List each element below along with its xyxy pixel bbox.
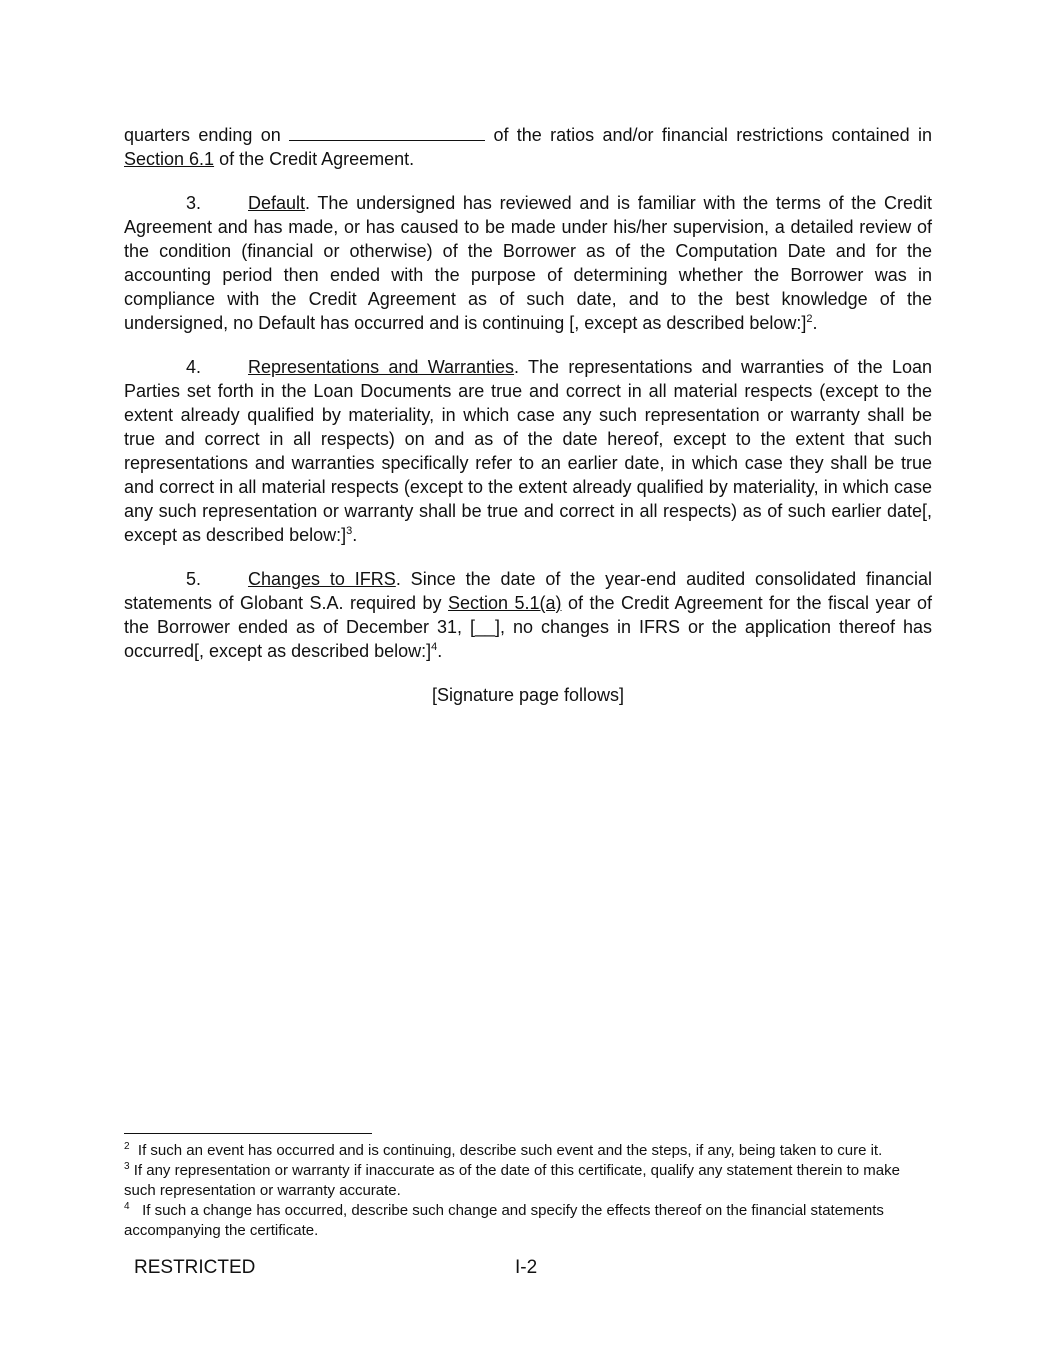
footnotes (124, 1141, 934, 1241)
paragraph-heading: Changes to IFRS (248, 569, 396, 589)
continuation-text-1: quarters ending on (124, 125, 290, 145)
paragraph-number: 4. (186, 357, 202, 377)
section-6-1-reference: Section 6.1 (124, 149, 215, 169)
paragraph-heading: Default (248, 193, 306, 213)
paragraph-number: 3. (186, 193, 202, 213)
section-5-1a-reference: Section 5.1(a) (448, 593, 562, 613)
footnote-text: If any representation or warranty if inaccurate as of the date of this certificate, qualify any statement therein to make such representation or warranty accurate. (124, 1162, 900, 1199)
paragraph-text-2: of the Credit Agreement for the fiscal year of the Borrower ended as of December 31, [__], no changes in IFRS or the application thereof has occurred[, except as described below:] (124, 593, 933, 661)
continuation-text-2: of the ratios and/or financial restrictions contained in (485, 125, 932, 145)
paragraph-5-ifrs (124, 567, 932, 663)
paragraph-end: . (812, 313, 818, 333)
paragraph-4-representations (124, 355, 932, 547)
footnote-3 (124, 1161, 934, 1201)
footnote-number: 4 (124, 1201, 130, 1212)
continuation-paragraph (124, 123, 932, 171)
footnote-4 (124, 1201, 934, 1241)
date-blank-line (289, 126, 485, 141)
footnote-separator (124, 1133, 372, 1134)
footnote-number: 3 (124, 1161, 130, 1172)
body-text (124, 123, 932, 727)
footnote-ref: 3 (346, 525, 353, 537)
paragraph-3-default (124, 191, 932, 335)
paragraph-number: 5. (186, 569, 202, 589)
footnote-number: 2 (124, 1141, 130, 1152)
paragraph-text: . The representations and warranties of the Loan Parties set forth in the Loan Documents are true and correct in all material respects (except to the extent already qualified by materiality, in which case any such representation or warranty shall be true and correct in all respects) on and as of the date hereof, except to the extent that such representations and warranties specifically refer to an earlier date, in which case they shall be true and correct in all material respects (except to the extent already qualified by materiality, in which case any such representation or warranty shall be true and correct in all respects) as of such earlier date[, except as described below:] (124, 357, 932, 545)
paragraph-text-1: . Since the date of the year-end audited consolidated financial statements of Globant S.A. required by (124, 569, 932, 613)
footer-classification: RESTRICTED (134, 1257, 256, 1278)
paragraph-heading: Representations and Warranties (248, 357, 515, 377)
footnote-ref: 2 (806, 313, 813, 325)
paragraph-end: . (352, 525, 358, 545)
footnote-text: If such an event has occurred and is continuing, describe such event and the steps, if any, being taken to cure it. (137, 1142, 883, 1159)
footnote-text: If such a change has occurred, describe such change and specify the effects thereof on the financial statements accompanying the certificate. (124, 1202, 884, 1239)
signature-page-note: [Signature page follows] (431, 685, 625, 705)
paragraph-end: . (437, 641, 443, 661)
footnote-ref: 4 (431, 641, 438, 653)
continuation-text-3: of the Credit Agreement. (214, 149, 415, 169)
footer-page-number: I-2 (515, 1257, 538, 1278)
footnote-2 (124, 1141, 934, 1161)
paragraph-text: . The undersigned has reviewed and is familiar with the terms of the Credit Agreement and has made, or has caused to be made under his/her supervision, a detailed review of the condition (financial or otherwise) of the Borrower as of the Computation Date and for the accounting period then ended with the purpose of determining whether the Borrower was in compliance with the Credit Agreement as of such date, and to the best knowledge of the undersigned, no Default has occurred and is continuing [, except as described below:] (124, 193, 932, 333)
